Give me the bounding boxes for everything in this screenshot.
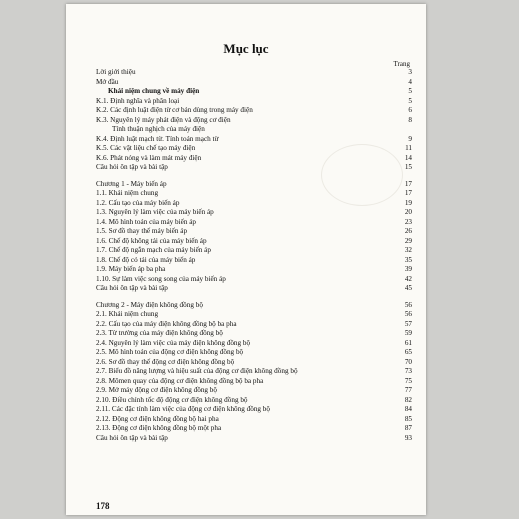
toc-entry-label: 2.6. Sơ đồ thay thế động cơ điện không đồng bộ [96,357,235,366]
toc-entry [96,218,412,228]
toc-entry-page: 84 [404,405,412,413]
toc-entry-label: Câu hỏi ôn tập và bài tập [96,163,168,171]
toc-entry-label: 1.5. Sơ đồ thay thế máy biến áp [96,227,188,235]
toc-entry [96,116,412,126]
toc-entry [96,339,412,349]
toc-entry [96,246,412,256]
toc-entry-label: 1.2. Cấu tạo của máy biến áp [96,198,180,207]
toc-entry-label: Câu hỏi ôn tập và bài tập [96,433,168,442]
toc-entry-label: 2.9. Mở máy động cơ điện không đồng bộ [96,386,217,394]
toc-entry-page: 17 [404,179,412,188]
toc-entry-page: 56 [404,310,412,318]
toc-entry [96,405,412,415]
toc-entry-page: 17 [404,189,412,197]
toc-entry-label: Chương 2 - Máy điện không đồng bộ [96,300,203,309]
toc-entry [96,348,412,358]
toc-entry [96,301,412,311]
toc-entry [96,434,412,444]
toc-entry-label: 1.7. Chế độ ngắn mạch của máy biến áp [96,246,211,254]
toc-entry [96,265,412,275]
toc-entry-page: 85 [404,414,412,423]
toc-entry [96,208,412,218]
toc-entry-label: 2.11. Các đặc tính làm việc của động cơ điện không đồng bộ [96,405,270,413]
toc-entry [96,358,412,368]
toc-entry-page: 11 [405,144,412,152]
page-title: Mục lục [223,41,269,56]
toc-entry-page: 42 [404,274,412,283]
toc-entry-label: K.6. Phát nóng và làm mát máy điện [96,153,202,162]
toc-entry-label: 2.5. Mô hình toán của động cơ điện không đồng bộ [96,348,244,356]
toc-entry [96,396,412,406]
toc-entry [96,180,412,190]
toc-entry [96,424,412,434]
toc-entry-page: 15 [404,163,412,171]
toc-entry [96,199,412,209]
toc-entry-page: 29 [404,236,412,245]
toc-entry-label: 2.4. Nguyên lý làm việc của máy điện không đồng bộ [96,338,251,347]
toc-entry-page: 61 [404,338,412,347]
toc-entry-label: Tính thuận nghịch của máy điện [112,125,205,133]
toc-entry-page: 57 [404,319,412,328]
toc-entry-label: 1.1. Khái niệm chung [96,189,159,197]
toc-entry-page: 9 [408,134,412,143]
table-of-contents [96,68,412,443]
toc-entry [96,154,412,164]
toc-entry-label: 1.3. Nguyên lý làm việc của máy biến áp [96,208,214,216]
toc-entry [96,329,412,339]
toc-entry-label: 2.1. Khái niệm chung [96,310,159,318]
toc-entry-label: K.1. Định nghĩa và phân loại [96,96,180,105]
toc-entry [96,144,412,154]
toc-entry-label: K.5. Các vật liệu chế tạo máy điện [96,144,196,152]
toc-entry [96,189,412,199]
page-column-header: Trang [393,60,410,68]
toc-entry [96,284,412,294]
section-gap [96,294,412,301]
book-page [66,4,426,515]
toc-entry-page: 35 [404,255,412,264]
toc-entry-page: 45 [404,284,412,292]
toc-entry-page: 6 [408,106,412,114]
toc-entry-label: Lời giới thiệu [96,68,136,76]
toc-entry-label: 1.9. Máy biến áp ba pha [96,265,166,273]
toc-entry-label: 2.2. Cấu tạo của máy điện không đồng bộ ba pha [96,319,237,328]
toc-entry [96,310,412,320]
toc-entry-label: Câu hỏi ôn tập và bài tập [96,284,168,292]
toc-entry [96,106,412,116]
toc-entry-page: 8 [408,115,412,124]
toc-entry-label: 2.13. Động cơ điện không đồng bộ một pha [96,424,222,432]
section-gap [96,173,412,180]
toc-entry-page: 20 [404,208,412,216]
toc-entry-label: 2.8. Mômen quay của động cơ điện không đồng bộ ba pha [96,376,264,385]
toc-entry [96,227,412,237]
toc-entry-page: 32 [404,246,412,254]
toc-entry-label: K.2. Các định luật điện từ cơ bản dùng trong máy điện [96,106,253,114]
toc-entry-label: Mở đầu [96,77,119,86]
toc-entry [96,97,412,107]
page-number: 178 [96,501,110,511]
toc-entry-page: 75 [404,376,412,385]
toc-entry [96,135,412,145]
toc-entry-page: 23 [404,217,412,226]
toc-entry-page: 65 [404,348,412,356]
toc-entry [96,237,412,247]
toc-entry-page: 82 [404,395,412,404]
toc-entry [96,377,412,387]
toc-entry-page: 26 [404,227,412,235]
toc-entry-page: 5 [408,87,412,95]
toc-entry-label: 2.3. Từ trường của máy điện không đồng bộ [96,329,223,337]
toc-entry [96,68,412,78]
toc-entry-page: 87 [404,424,412,432]
toc-entry [96,78,412,88]
toc-entry-page: 5 [408,96,412,105]
toc-entry-label: K.3. Nguyên lý máy phát điện và động cơ điện [96,115,231,124]
toc-entry-page: 14 [404,153,412,162]
toc-entry [96,415,412,425]
toc-entry-label: 2.10. Điều chỉnh tốc độ động cơ điện không đồng bộ [96,395,248,404]
toc-entry [96,163,412,173]
toc-entry-label: 1.4. Mô hình toán của máy biến áp [96,217,197,226]
toc-entry-label: 1.10. Sự làm việc song song của máy biến áp [96,274,226,283]
toc-entry-label: 1.6. Chế độ không tải của máy biến áp [96,236,207,245]
toc-entry-page: 4 [408,77,412,86]
toc-entry-page: 39 [404,265,412,273]
toc-entry-label: Khái niệm chung về máy điện [108,87,200,95]
toc-entry-page: 3 [408,68,412,76]
toc-entry-page: 70 [404,357,412,366]
toc-entry-page: 93 [404,433,412,442]
toc-entry-page: 56 [404,300,412,309]
toc-entry-page: 73 [404,367,412,375]
toc-entry-page: 19 [404,198,412,207]
toc-entry-label: 2.7. Biểu đồ năng lượng và hiệu suất của động cơ điện không đồng bộ [96,367,298,375]
toc-entry-label: Chương 1 - Máy biến áp [96,179,167,188]
toc-entry [96,386,412,396]
toc-entry-page: 59 [404,329,412,337]
toc-entry [96,275,412,285]
toc-entry [96,367,412,377]
toc-entry-label: 2.12. Động cơ điện không đồng bộ hai pha [96,414,219,423]
toc-entry-page: 77 [404,386,412,394]
toc-entry-label: 1.8. Chế độ có tải của máy biến áp [96,255,196,264]
toc-entry-label: K.4. Định luật mạch từ. Tính toán mạch từ [96,134,219,143]
toc-entry [96,125,412,135]
toc-entry [96,320,412,330]
toc-entry [96,87,412,97]
toc-entry [96,256,412,266]
